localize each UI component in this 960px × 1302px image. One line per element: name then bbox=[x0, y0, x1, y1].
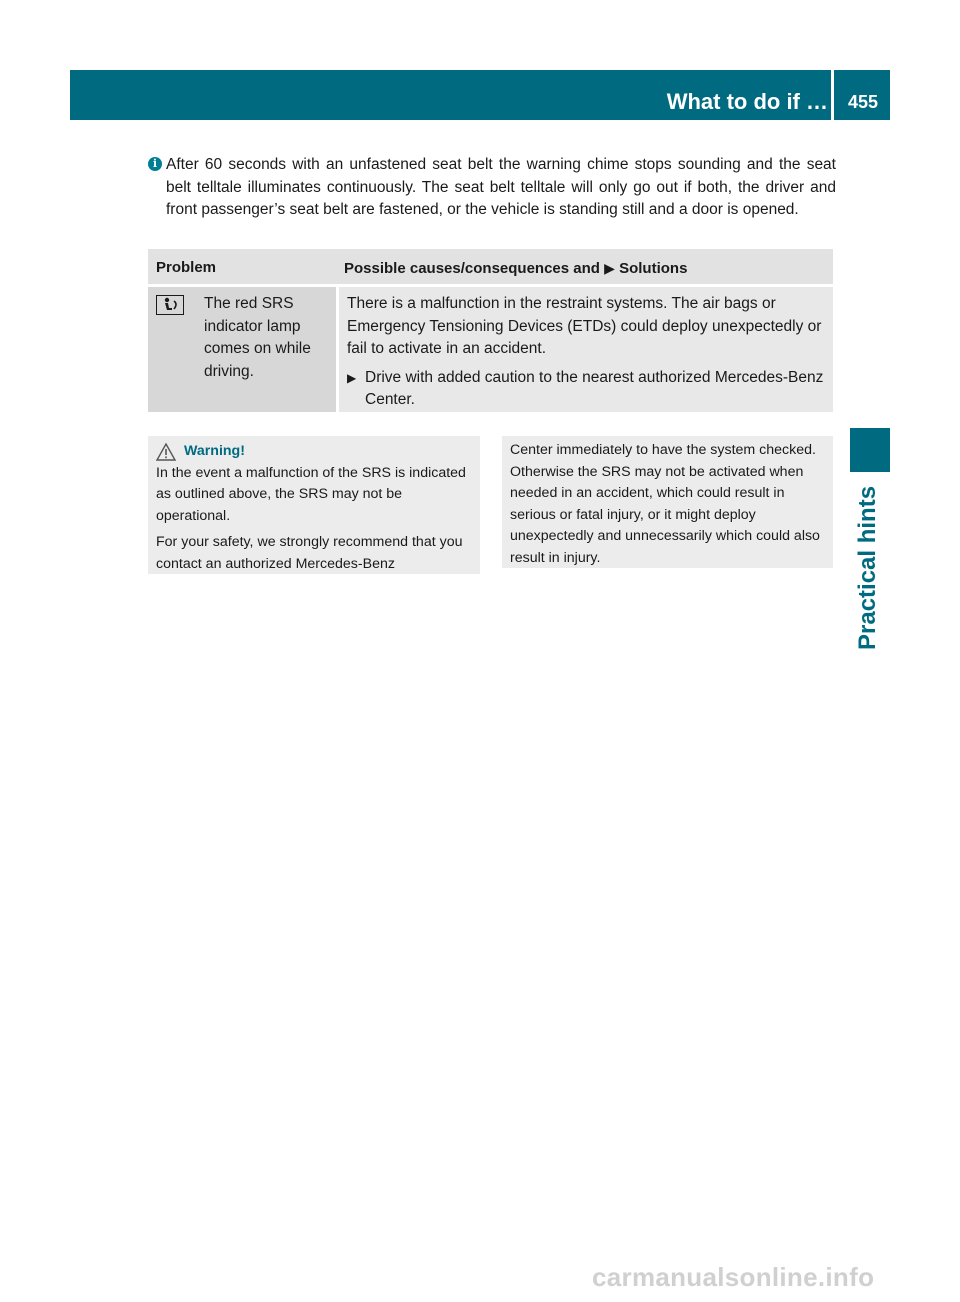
srs-airbag-icon bbox=[156, 295, 184, 315]
cause-text: There is a malfunction in the restraint systems. The air bags or Emergency Tensioning Devices (ETDs) could deploy unexpectedly or fail to activate in an accident. bbox=[347, 295, 822, 357]
warning-paragraph: For your safety, we strongly recommend that you contact an authorized Mercedes-Benz bbox=[156, 534, 463, 572]
right-arrow-icon: ▶ bbox=[604, 260, 615, 276]
warning-continuation-text: Center immediately to have the system checked. Otherwise the SRS may not be activated when needed in an accident, which could result in serious or fatal injury, or it might deploy unexpectedly and unnecessarily which could also result in injury. bbox=[510, 442, 820, 566]
problem-text: The red SRS indicator lamp comes on while driving. bbox=[204, 295, 311, 380]
column-header-causes-text: Possible causes/consequences and bbox=[344, 260, 600, 277]
solution-step bbox=[347, 367, 825, 412]
chapter-label: Practical hints bbox=[854, 485, 881, 650]
info-note bbox=[148, 154, 836, 222]
column-header-causes bbox=[336, 249, 833, 284]
table-header bbox=[148, 249, 833, 284]
step-text: Drive with added caution to the nearest authorized Mercedes-Benz Center. bbox=[365, 368, 824, 408]
warning-paragraph: In the event a malfunction of the SRS is indicated as outlined above, the SRS may not be operational. bbox=[156, 464, 466, 524]
watermark: carmanualsonline.info bbox=[592, 1262, 875, 1292]
column-header-solutions-text: Solutions bbox=[619, 260, 688, 277]
page-number: 455 bbox=[847, 92, 879, 112]
warning-box bbox=[148, 436, 480, 574]
warning-title: Warning! bbox=[184, 443, 245, 459]
solution-cell bbox=[339, 287, 833, 412]
problem-cell bbox=[148, 287, 336, 412]
table-row bbox=[148, 287, 833, 412]
info-note-text: After 60 seconds with an unfastened seat belt the warning chime stops sounding and the seat belt telltale illuminates continuously. The seat belt telltale will only go out if both, the driver and front passenger’s seat belt are fastened, or the vehicle is standing still and a door is opened. bbox=[166, 156, 836, 218]
info-icon: i bbox=[148, 157, 162, 171]
section-title: What to do if … bbox=[666, 89, 828, 114]
warning-heading bbox=[148, 436, 480, 463]
warning-triangle-icon bbox=[156, 443, 176, 461]
step-arrow-icon: ▶ bbox=[347, 370, 357, 385]
warning-continuation bbox=[502, 436, 833, 568]
header-divider bbox=[831, 70, 834, 120]
column-header-problem: Problem bbox=[156, 259, 217, 276]
problem-table bbox=[148, 249, 833, 412]
